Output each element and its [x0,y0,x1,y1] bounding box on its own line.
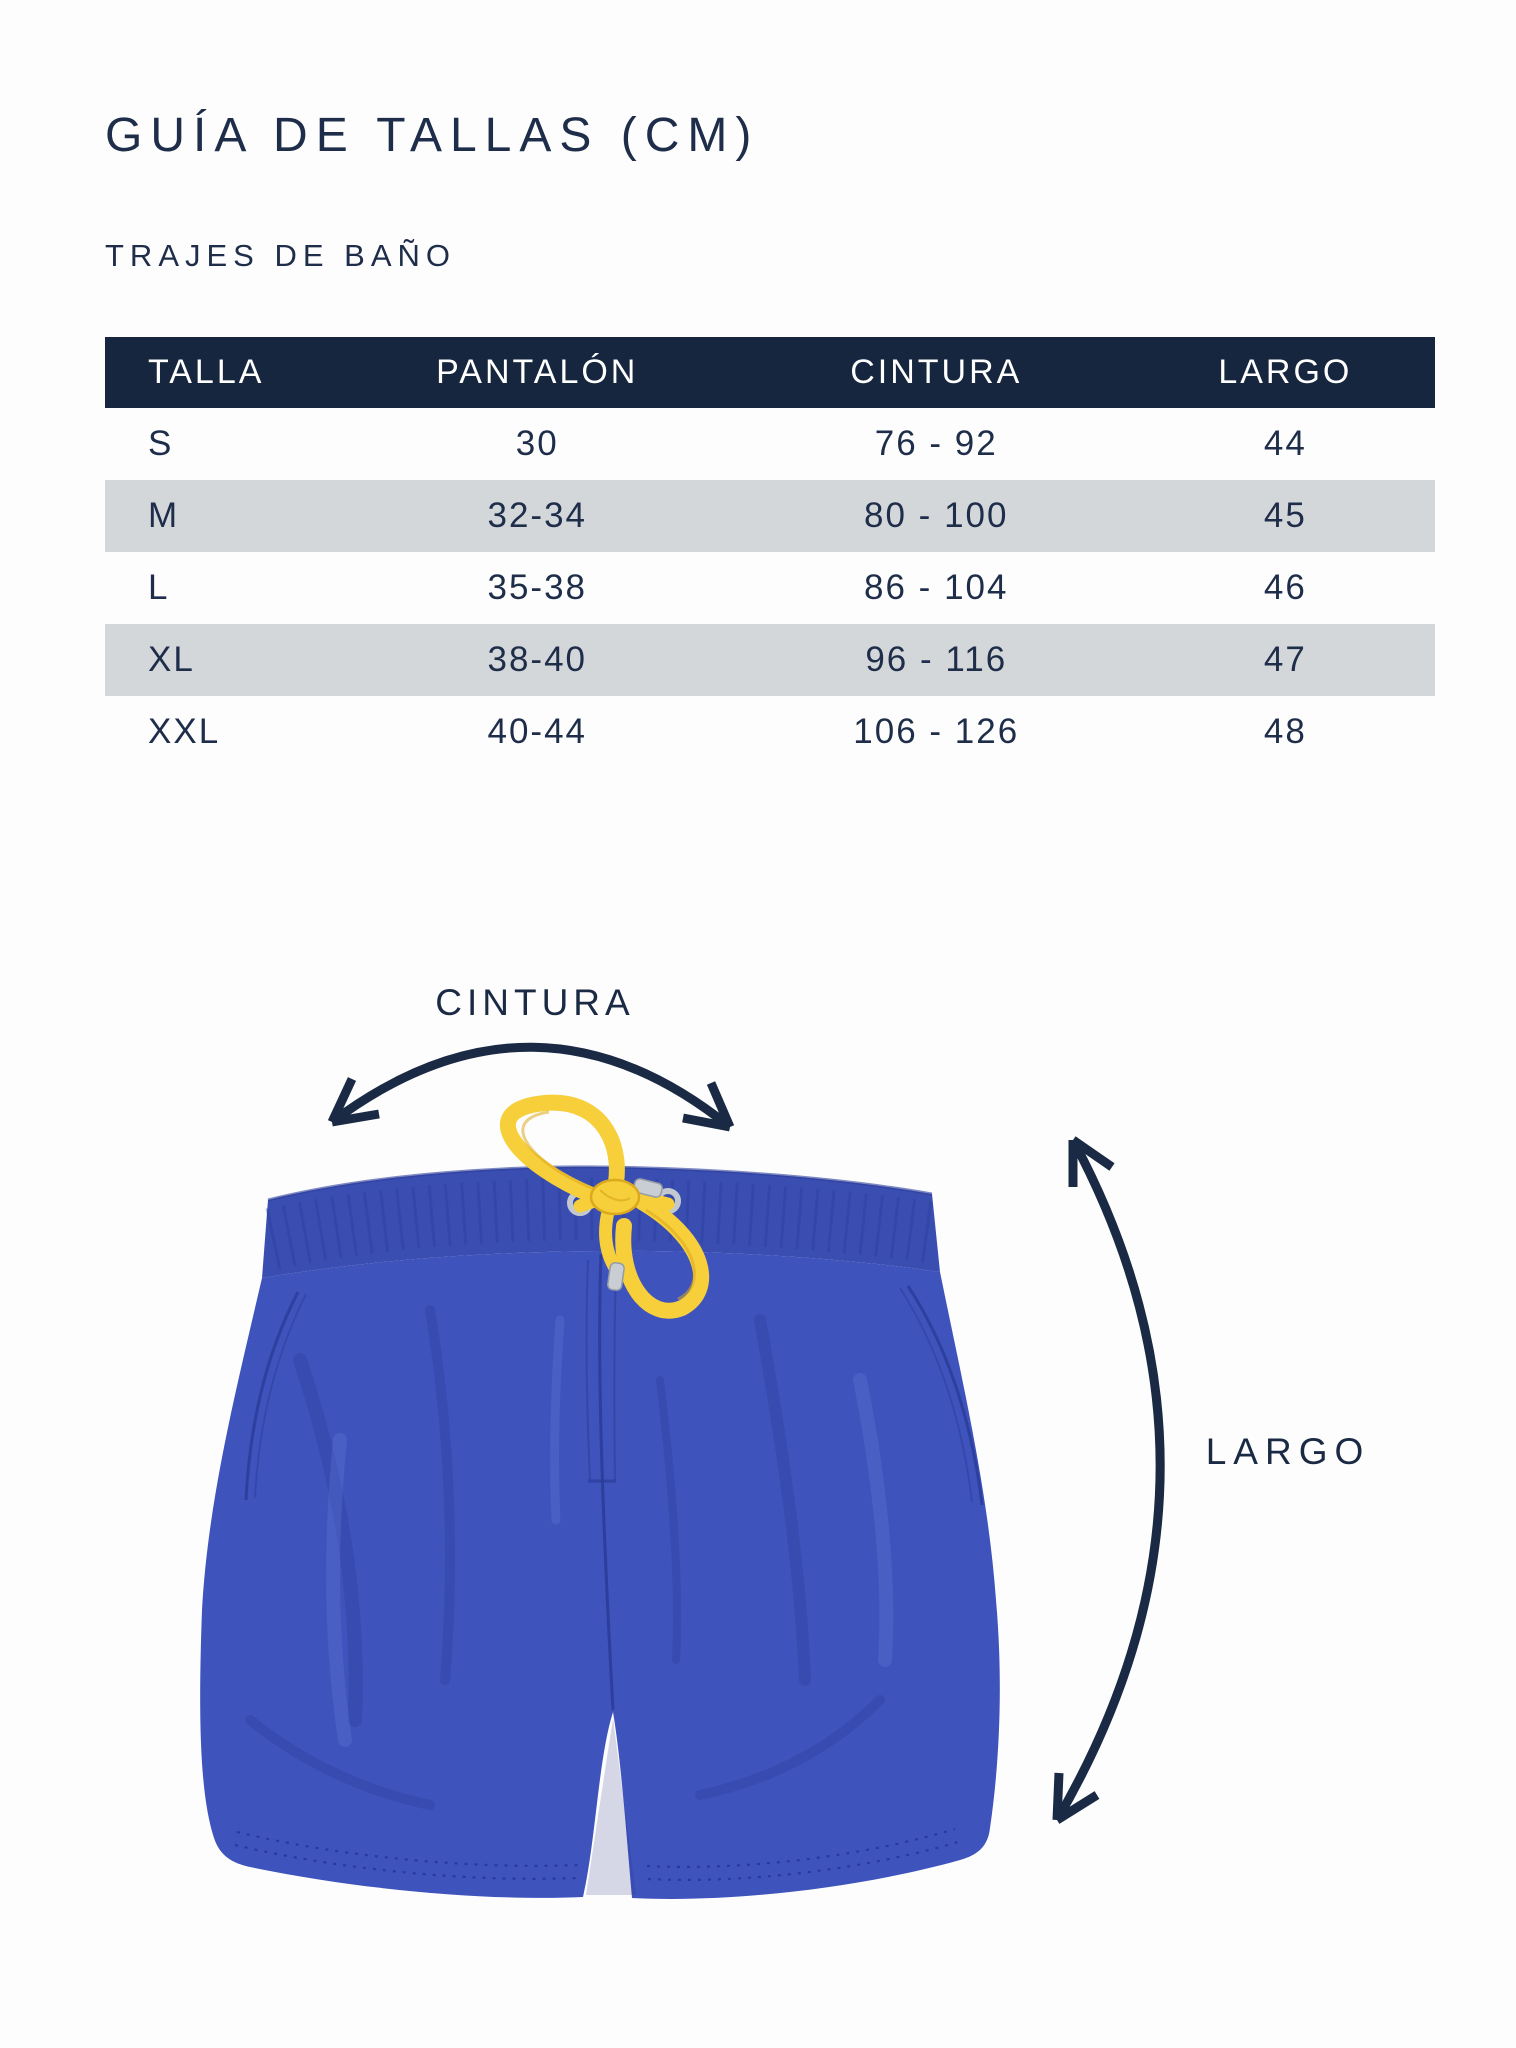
cell-largo: 46 [1263,568,1307,607]
column-header-cintura: CINTURA [850,353,1023,391]
table-row-s [105,408,1435,480]
cell-talla: M [148,496,180,535]
measurement-diagram [0,960,1516,1990]
cell-pantalon: 30 [515,424,559,463]
cell-cintura: 76 - 92 [874,424,998,463]
cell-talla: XXL [148,712,221,751]
waist-annotation [332,1047,730,1127]
column-header-largo: LARGO [1218,353,1353,391]
cell-largo: 45 [1263,496,1307,535]
table-row-m [105,480,1435,552]
cell-pantalon: 35-38 [487,568,588,607]
table-row-xl [105,624,1435,696]
cell-pantalon: 32-34 [487,496,588,535]
page-title: GUÍA DE TALLAS (CM) [105,109,760,162]
column-header-talla: TALLA [148,353,265,391]
table-row-l [105,552,1435,624]
length-label: LARGO [1205,1431,1371,1472]
cell-largo: 44 [1263,424,1307,463]
length-annotation [1057,1140,1160,1820]
cell-pantalon: 40-44 [487,712,588,751]
cell-cintura: 86 - 104 [864,568,1009,607]
aglet-bottom-icon [607,1262,625,1291]
column-header-pantalon: PANTALÓN [436,353,639,391]
table-row-xxl [105,696,1435,768]
cell-talla: S [148,424,174,463]
cell-cintura: 96 - 116 [865,640,1008,679]
cell-pantalon: 38-40 [487,640,588,679]
swim-shorts-illustration [200,1103,1000,1899]
drawstring-knot [591,1180,639,1214]
cell-largo: 48 [1263,712,1307,751]
page-subtitle: TRAJES DE BAÑO [105,238,456,273]
waist-label: CINTURA [435,982,635,1023]
size-table-header-row [105,337,1435,408]
cell-talla: XL [148,640,195,679]
cell-cintura: 80 - 100 [864,496,1009,535]
waist-arrow-arc [332,1047,730,1127]
cell-talla: L [148,568,170,607]
size-table [105,337,1435,768]
length-arrow-arc [1057,1140,1160,1820]
cell-largo: 47 [1263,640,1307,679]
cell-cintura: 106 - 126 [853,712,1020,751]
